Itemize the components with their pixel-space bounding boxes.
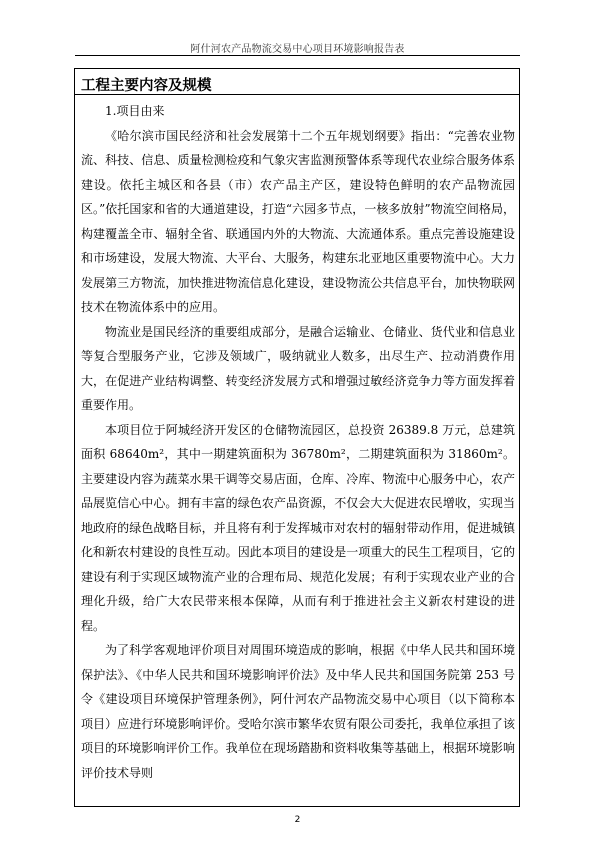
subsection-heading: 1.项目由来 (105, 104, 165, 118)
content-frame (74, 68, 520, 807)
section-body (81, 99, 515, 785)
section-title: 工程主要内容及规模 (81, 78, 212, 94)
paragraph: 物流业是国民经济的重要组成部分，是融合运输业、仓储业、货代业和信息业等复合型服务产业，它涉及领域广，吸纳就业人数多，出尽生产、拉动消费作用大，在促进产业结构调整、转变经济发展方式和增强过敏经济竞争力等方面发挥着重要作用。 (81, 324, 515, 412)
section-title-row (75, 69, 519, 95)
paragraph: 《哈尔滨市国民经济和社会发展第十二个五年规划纲要》指出：“完善农业物流、科技、信息、质量检测检疫和气象灾害监测预警体系等现代农业综合服务体系建设。依托主城区和各县（市）农产品主产区，建设特色鲜明的农产品物流园区。”依托国家和省的大通道建设，打造“六园多节点，一核多放射”物流空间格局，构建覆盖全市、辐射全省、联通国内外的大物流、大流通体系。重点完善设施建设和市场建设，发展大物流、大平台、大服务，构建东北亚地区重要物流中心。大力发展第三方物流，加快推进物流信息化建设，建设物流公共信息平台，加快物联网技术在物流体系中的应用。 (81, 128, 515, 314)
page-number: 2 (294, 815, 301, 825)
header-rule (75, 55, 520, 56)
paragraph: 本项目位于阿城经济开发区的仓储物流园区，总投资 26389.8 万元，总建筑面积 68640m²，其中一期建筑面积为 36780m²，二期建筑面积为 31860m²。主要建设内容为蔬菜水果干调等交易店面，仓库、冷库、物流中心服务中心，农产品展览信心中心。拥有丰富的绿色农产品资源，不仅会大大促进农民增收，实现当地政府的绿色战略目标，并且将有利于发挥城市对农村的辐射带动作用，促进城镇化和新农村建设的良性互动。因此本项目的建设是一项重大的民生工程项目，它的建设有利于实现区域物流产业的合理布局、规范化发展；有利于实现农业产业的合理化升级，给广大农民带来根本保障，从而有利于推进社会主义新农村建设的进程。 (81, 422, 515, 633)
paragraph: 为了科学客观地评价项目对周围环境造成的影响，根据《中华人民共和国环境保护法》、《中华人民共和国环境影响评价法》及中华人民共和国国务院第 253 号令《建设项目环境保护管理条例》，阿什河农产品物流交易中心项目（以下简称本项目）应进行环境影响评价。受哈尔滨市繁华农贸有限公司委托，我单位承担了该项目的环境影响评价工作。我单位在现场踏勘和资料收集等基础上，根据环境影响评价技术导则 (81, 643, 515, 780)
running-header: 阿什河农产品物流交易中心项目环境影响报告表 (190, 44, 405, 55)
